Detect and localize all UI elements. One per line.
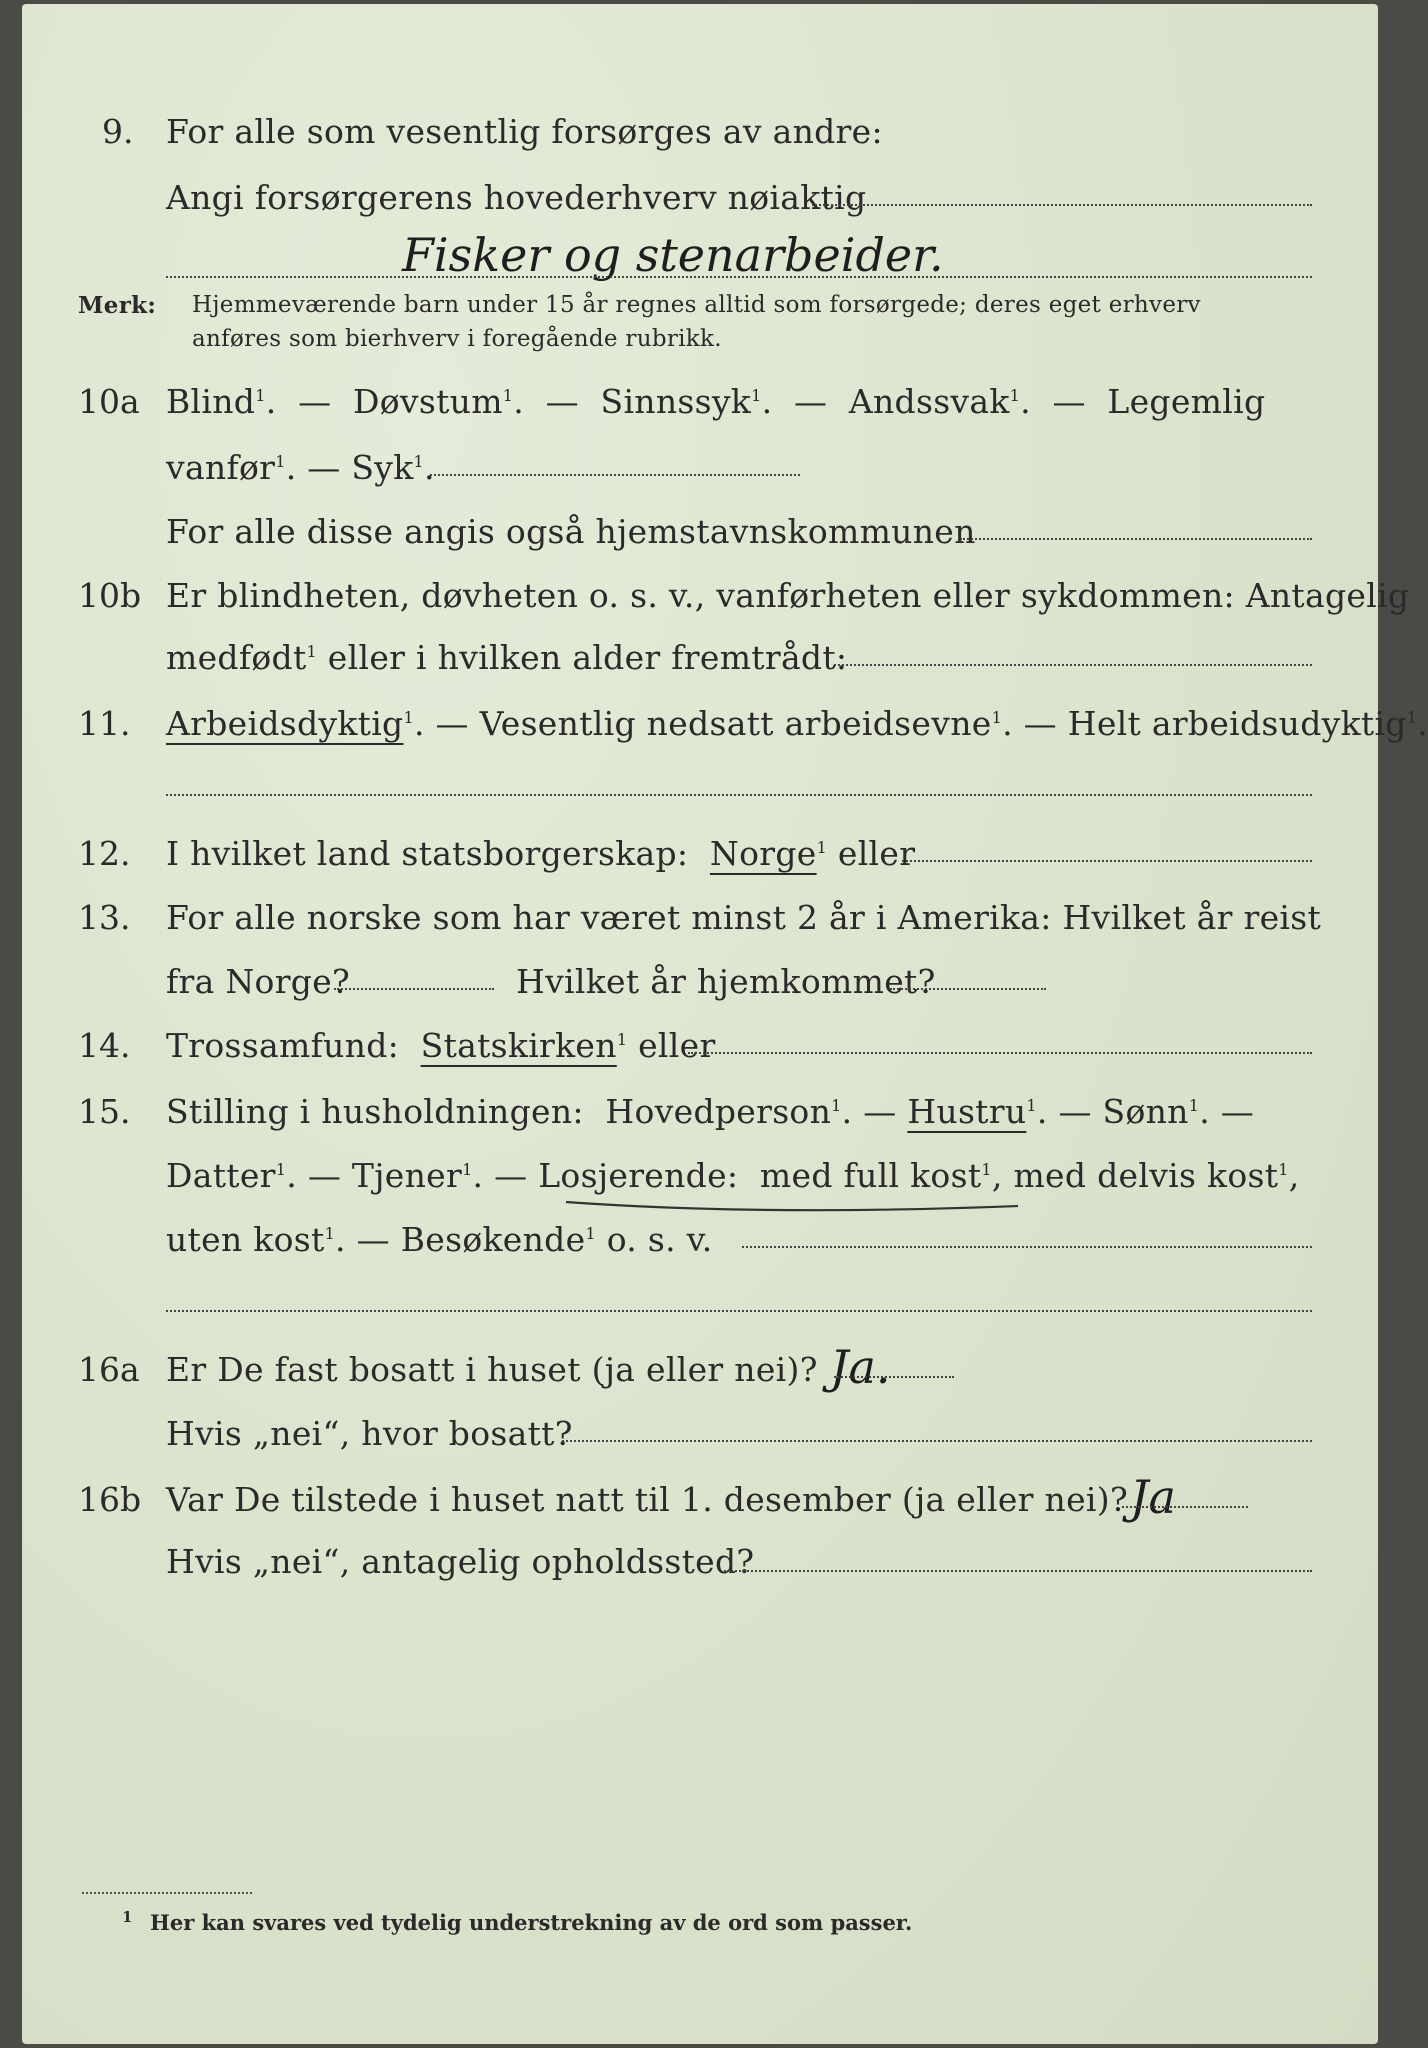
q10b-number: 10b	[78, 576, 142, 615]
option-arbeidsdyktig-underlined: Arbeidsdyktig	[166, 704, 404, 743]
q16a-handwritten-answer: Ja.	[830, 1340, 891, 1394]
q13-fra-dots	[334, 988, 494, 990]
q16b-handwritten-answer: Ja	[1130, 1470, 1176, 1524]
q15-number: 15.	[78, 1092, 131, 1131]
q14-number: 14.	[78, 1026, 131, 1065]
q9-answer-line	[166, 276, 1312, 278]
q10a-syk-dots	[430, 474, 800, 476]
footnote-mark: 1	[122, 1908, 133, 1926]
option-legemlig: Legemlig	[1107, 382, 1266, 421]
option-med-full-kost: med full kost	[759, 1156, 982, 1195]
q16b-answer-dots	[1122, 1506, 1248, 1508]
q12-dots	[902, 860, 1312, 862]
option-statskirken-underlined: Statskirken	[420, 1026, 617, 1065]
q13-fra-norge: fra Norge?	[166, 962, 351, 1001]
q10a-line1: Blind$^1$. — Døvstum$^1$. — Sinnssyk$^1$. — Andssvak$^1$. — Legemlig	[166, 382, 1266, 421]
q10b-line1: Er blindheten, døvheten o. s. v., vanførheten eller sykdommen: Antagelig	[166, 576, 1410, 615]
option-tjener: Tjener	[351, 1156, 463, 1195]
merk-line1: Hjemmeværende barn under 15 år regnes alltid som forsørgede; deres eget erhverv	[192, 292, 1201, 318]
q9-answer-dots	[812, 204, 1312, 206]
q16b-line2: Hvis „nei“, antagelig opholdssted?	[166, 1542, 755, 1581]
q15-losjerende-underline	[562, 1194, 1022, 1218]
option-dovstum: Døvstum	[352, 382, 503, 421]
option-vanfor: vanfør	[166, 448, 276, 487]
q9-line1: For alle som vesentlig forsørges av andre:	[166, 112, 883, 151]
q13-line1: For alle norske som har været minst 2 år i Amerika: Hvilket år reist	[166, 898, 1322, 937]
option-datter: Datter	[166, 1156, 276, 1195]
option-syk: Syk	[351, 448, 414, 487]
option-sonn: Sønn	[1102, 1092, 1189, 1131]
q16a-answer-dots	[834, 1376, 954, 1378]
q16a-line2: Hvis „nei“, hvor bosatt?	[166, 1414, 573, 1453]
option-andssvak: Andssvak	[848, 382, 1010, 421]
option-hustru-underlined: Hustru	[907, 1092, 1027, 1131]
option-medfodt: medfødt	[166, 638, 307, 677]
q11-number: 11.	[78, 704, 131, 743]
q9-line2: Angi forsørgerens hovederhverv nøiaktig	[166, 178, 867, 217]
q10a-hjemstavn-dots	[960, 538, 1312, 540]
q10b-dots	[834, 664, 1312, 666]
option-uten-kost: uten kost	[166, 1220, 325, 1259]
q16b-opholdssted-dots	[724, 1570, 1312, 1572]
option-losjerende: Losjerende:	[538, 1156, 739, 1195]
q14-dots	[688, 1052, 1312, 1054]
q16a-number: 16a	[78, 1350, 140, 1389]
q10a-line2: vanfør$^1$. — Syk$^1$.	[166, 448, 435, 487]
q9-handwritten-answer: Fisker og stenarbeider.	[402, 228, 944, 282]
option-besokende: Besøkende	[400, 1220, 586, 1259]
q14-line: Trossamfund: Statskirken$^1$ eller	[166, 1026, 716, 1065]
merk-line2: anføres som bierhverv i foregående rubrikk.	[192, 326, 722, 352]
q16b-line1: Var De tilstede i huset natt til 1. desember (ja eller nei)?	[166, 1480, 1128, 1519]
q11-line: Arbeidsdyktig$^1$. — Vesentlig nedsatt arbeidsevne$^1$. — Helt arbeidsudyktig$^1$.	[166, 704, 1428, 743]
option-norge-underlined: Norge	[709, 834, 817, 873]
option-med-delvis-kost: med delvis kost	[1013, 1156, 1279, 1195]
q11-dots	[166, 794, 1312, 796]
q16a-line1: Er De fast bosatt i huset (ja eller nei)?	[166, 1350, 818, 1389]
option-blind: Blind	[166, 382, 256, 421]
footnote-text: Her kan svares ved tydelig understrekning av de ord som passer.	[150, 1910, 913, 1935]
q10a-number: 10a	[78, 382, 140, 421]
q13-number: 13.	[78, 898, 131, 937]
q13-hjem-dots	[890, 988, 1046, 990]
q10a-line3: For alle disse angis også hjemstavnskommunen	[166, 512, 976, 551]
q16b-number: 16b	[78, 1480, 142, 1519]
q16a-bosatt-dots	[562, 1440, 1312, 1442]
q9-number: 9.	[102, 112, 134, 151]
q10b-line2: medfødt$^1$ eller i hvilken alder fremtrådt:	[166, 638, 848, 677]
q12-number: 12.	[78, 834, 131, 873]
q15-line3: uten kost$^1$. — Besøkende$^1$ o. s. v.	[166, 1220, 713, 1259]
option-hovedperson: Hovedperson	[605, 1092, 832, 1131]
option-udyktig: Helt arbeidsudyktig	[1067, 704, 1407, 743]
census-form-page	[22, 4, 1428, 2044]
q15-dots	[742, 1246, 1312, 1248]
q15-line1: Stilling i husholdningen: Hovedperson$^1$. — Hustru$^1$. — Sønn$^1$. —	[166, 1092, 1255, 1131]
option-nedsatt: Vesentlig nedsatt arbeidsevne	[479, 704, 992, 743]
q13-hjemkommet: Hvilket år hjemkommet?	[516, 962, 936, 1001]
footnote-rule	[82, 1892, 252, 1894]
merk-label: Merk:	[78, 292, 157, 319]
q15-line2: Datter$^1$. — Tjener$^1$. — Losjerende: med full kost$^1$, med delvis kost$^1$,	[166, 1156, 1300, 1195]
q15-extra-dots	[166, 1310, 1312, 1312]
option-sinnssyk: Sinnssyk	[600, 382, 752, 421]
q12-line: I hvilket land statsborgerskap: Norge$^1$ eller	[166, 834, 916, 873]
